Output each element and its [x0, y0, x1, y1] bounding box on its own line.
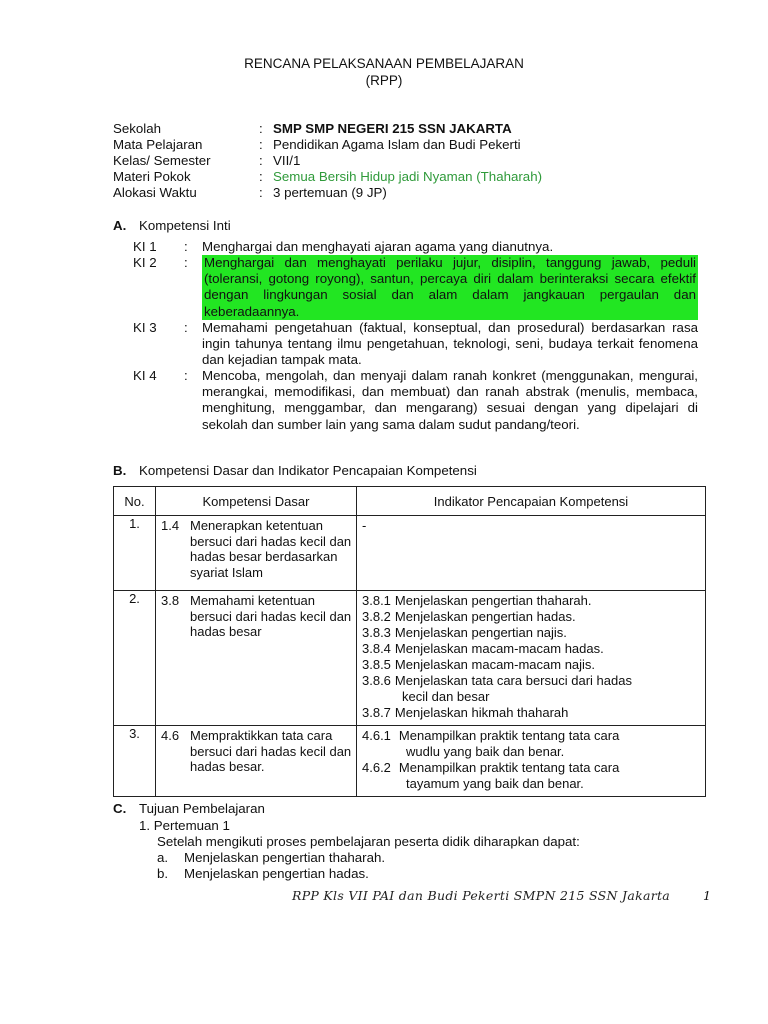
identity-label: Sekolah	[113, 121, 162, 136]
class-value: VII/1	[273, 153, 301, 168]
row-indicators	[357, 591, 706, 726]
row-indicators	[357, 516, 706, 591]
row-no: 2.	[114, 591, 156, 726]
kd-text: Menerapkan ketentuan bersuci dari hadas kecil dan hadas besar berdasarkan syariat Islam	[190, 518, 352, 580]
ki-label: KI 2	[133, 255, 157, 270]
ki-2-text-highlighted: Menghargai dan menghayati perilaku jujur, disiplin, tanggung jawab, peduli (toleransi, gotong royong), santun, percaya diri dalam berinteraksi secara efektif dengan lingkungan sosial dan alam dalam jangkauan pergaulan dan keberadaannya.	[204, 255, 696, 319]
section-b-letter: B.	[113, 463, 127, 478]
identity-colon: :	[259, 137, 263, 152]
identity-label: Alokasi Waktu	[113, 185, 197, 200]
indicator-item: 4.6.2 Menampilkan praktik tentang tata cara	[362, 760, 620, 775]
identity-label: Materi Pokok	[113, 169, 191, 184]
indicator-item: 3.8.4 Menjelaskan macam-macam hadas.	[362, 641, 604, 656]
objective-item: Menjelaskan pengertian thaharah.	[184, 850, 386, 865]
row-indicators	[357, 726, 706, 797]
ki-label: KI 3	[133, 320, 157, 335]
indicator-item: 3.8.2 Menjelaskan pengertian hadas.	[362, 609, 576, 624]
ki-colon: :	[184, 320, 188, 335]
kd-number: 3.8	[161, 593, 180, 608]
meeting-label: 1. Pertemuan 1	[139, 818, 230, 833]
indicator-dash: -	[362, 518, 367, 533]
kd-number: 1.4	[161, 518, 180, 533]
ki-colon: :	[184, 368, 188, 383]
indicator-item: 3.8.5 Menjelaskan macam-macam najis.	[362, 657, 596, 672]
objective-marker: a.	[157, 850, 169, 865]
subject-value: Pendidikan Agama Islam dan Budi Pekerti	[273, 137, 521, 152]
topic-value: Semua Bersih Hidup jadi Nyaman (Thaharah)	[273, 169, 543, 184]
indicator-item: 4.6.1 Menampilkan praktik tentang tata cara	[362, 728, 620, 743]
identity-colon: :	[259, 169, 263, 184]
indicator-item: 3.8.1 Menjelaskan pengertian thaharah.	[362, 593, 592, 608]
time-value: 3 pertemuan (9 JP)	[273, 185, 387, 200]
ki-colon: :	[184, 255, 188, 270]
section-a-title: Kompetensi Inti	[139, 218, 231, 233]
objective-marker: b.	[157, 866, 169, 881]
identity-label: Kelas/ Semester	[113, 153, 211, 168]
header-indicator: Indikator Pencapaian Kompetensi	[357, 487, 706, 516]
row-kd	[156, 516, 357, 591]
kd-text: Memahami ketentuan bersuci dari hadas kecil dan hadas besar	[190, 593, 352, 639]
indicator-continuation: kecil dan besar	[402, 689, 490, 704]
indicator-item: 3.8.6 Menjelaskan tata cara bersuci dari hadas	[362, 673, 632, 688]
ki-1-text: Menghargai dan menghayati ajaran agama yang dianutnya.	[202, 239, 554, 254]
ki-label: KI 4	[133, 368, 157, 383]
ki-label: KI 1	[133, 239, 157, 254]
table-header-row	[114, 487, 706, 516]
page-number: 1	[703, 888, 711, 903]
ki-colon: :	[184, 239, 188, 254]
row-kd	[156, 726, 357, 797]
page-footer: RPP Kls VII PAI dan Budi Pekerti SMPN 215 SSN Jakarta	[292, 888, 671, 903]
ki-4-text: Mencoba, mengolah, dan menyaji dalam ranah konkret (menggunakan, mengurai, merangkai, memodifikasi, dan membuat) dan ranah abstrak (menulis, membaca, menghitung, menggambar, dan mengarang) sesuai dengan yang dipelajari di sekolah dan sumber lain yang sama dalam sudut pandang/teori.	[202, 368, 698, 432]
document-title: RENCANA PELAKSANAAN PEMBELAJARAN	[244, 56, 524, 71]
section-c-title: Tujuan Pembelajaran	[139, 801, 265, 816]
header-no: No.	[114, 487, 156, 516]
indicator-item: 3.8.7 Menjelaskan hikmah thaharah	[362, 705, 569, 720]
identity-label: Mata Pelajaran	[113, 137, 203, 152]
table-row	[114, 726, 706, 797]
document-subtitle: (RPP)	[365, 73, 403, 88]
identity-colon: :	[259, 121, 263, 136]
objective-item: Menjelaskan pengertian hadas.	[184, 866, 369, 881]
competency-table	[113, 486, 706, 797]
indicator-continuation: wudlu yang baik dan benar.	[406, 744, 565, 759]
table-row	[114, 591, 706, 726]
kd-number: 4.6	[161, 728, 180, 743]
section-c-letter: C.	[113, 801, 127, 816]
section-a-letter: A.	[113, 218, 127, 233]
identity-colon: :	[259, 185, 263, 200]
row-no: 1.	[114, 516, 156, 591]
indicator-continuation: tayamum yang baik dan benar.	[406, 776, 584, 791]
ki-3-text: Memahami pengetahuan (faktual, konseptual, dan prosedural) berdasarkan rasa ingin tahunya tentang ilmu pengetahuan, teknologi, seni, budaya terkait fenomena dan kejadian tampak mata.	[202, 320, 698, 368]
kd-text: Mempraktikkan tata cara bersuci dari hadas kecil dan hadas besar.	[190, 728, 352, 774]
identity-colon: :	[259, 153, 263, 168]
row-kd	[156, 591, 357, 726]
table-row	[114, 516, 706, 591]
indicator-item: 3.8.3 Menjelaskan pengertian najis.	[362, 625, 567, 640]
header-kd: Kompetensi Dasar	[156, 487, 357, 516]
section-b-title: Kompetensi Dasar dan Indikator Pencapaian Kompetensi	[139, 463, 477, 478]
row-no: 3.	[114, 726, 156, 797]
objective-intro: Setelah mengikuti proses pembelajaran peserta didik diharapkan dapat:	[157, 834, 580, 849]
school-value: SMP SMP NEGERI 215 SSN JAKARTA	[273, 121, 512, 136]
